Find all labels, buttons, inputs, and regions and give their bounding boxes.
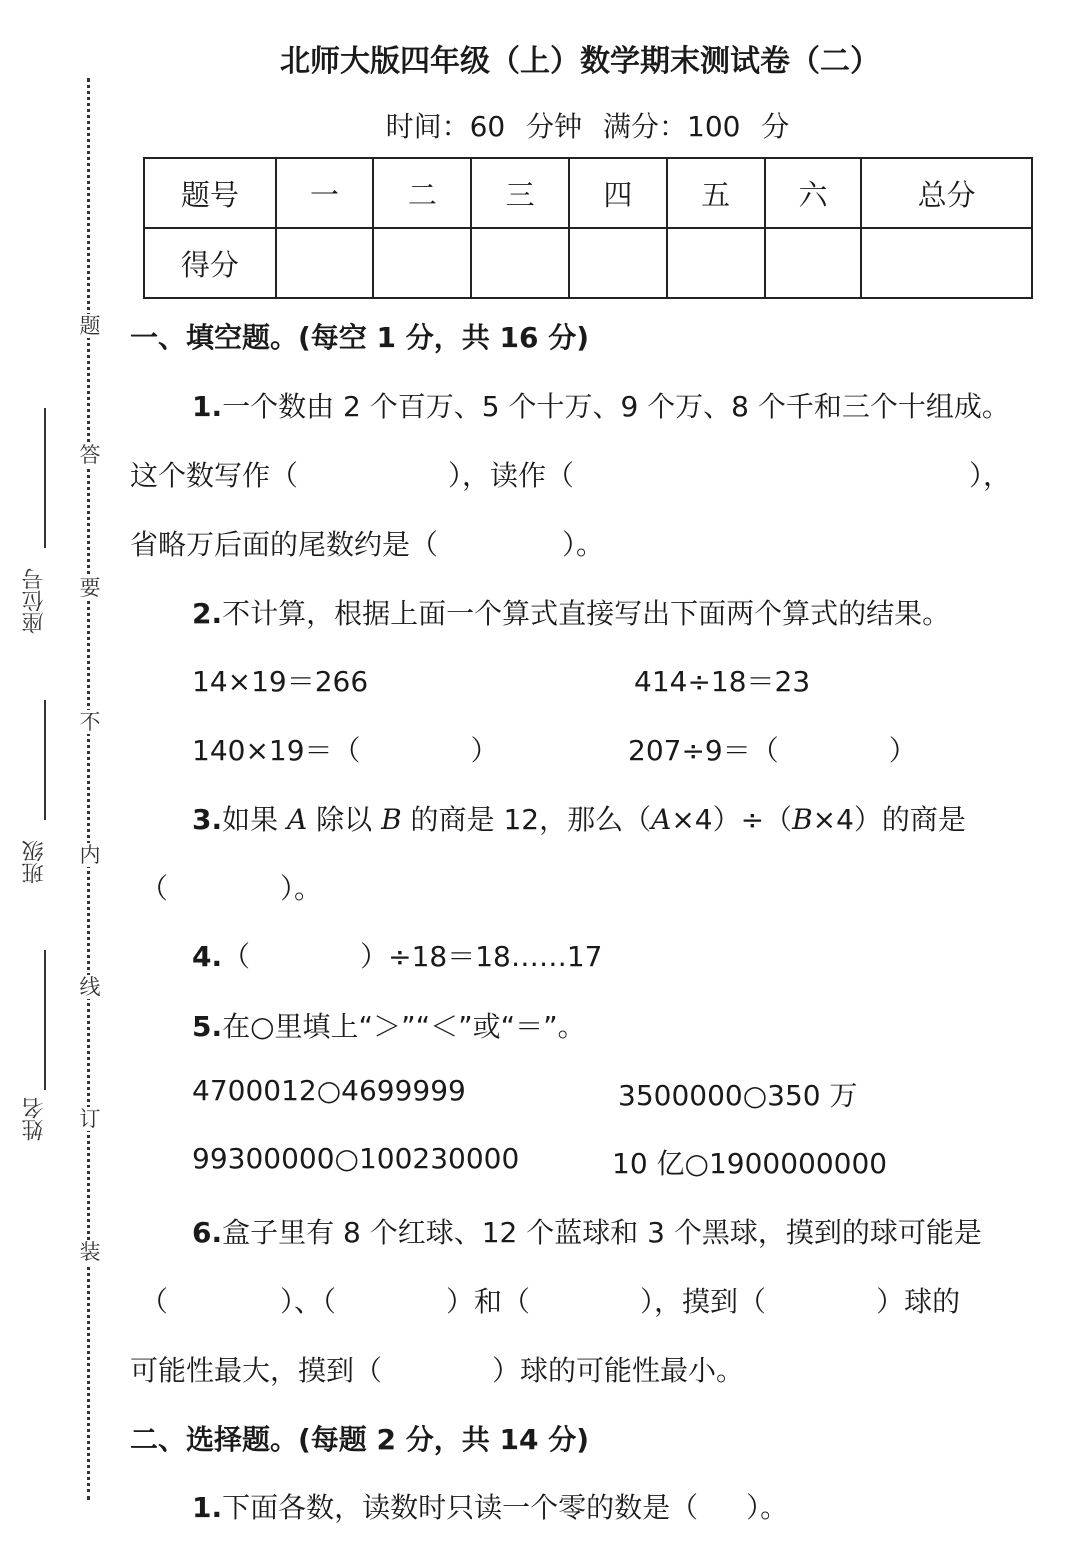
question-text: ）， <box>969 459 1012 492</box>
score-input-cell[interactable] <box>861 228 1032 298</box>
question-text: 不计算，根据上面一个算式直接写出下面两个算式的结果。 <box>222 597 951 630</box>
comparison-item: 3500000○350 万 <box>618 1079 858 1112</box>
question-text: ）、（ <box>280 1285 337 1318</box>
question-text: 下面各数，读数时只读一个零的数是（ <box>222 1491 699 1524</box>
question-1-3 <box>192 798 966 838</box>
question-text: ），读作（ <box>448 459 575 492</box>
question-2-1 <box>192 1486 788 1526</box>
question-1-3-line2 <box>140 867 322 907</box>
comparison-item: 10 亿○1900000000 <box>612 1147 888 1180</box>
seal-char: 答 <box>79 443 101 467</box>
score-input-cell[interactable] <box>276 228 374 298</box>
seal-char: 装 <box>79 1240 101 1264</box>
question-text: ） <box>470 734 499 767</box>
question-text: 140×19＝（ <box>192 734 361 767</box>
score-input-cell[interactable] <box>569 228 667 298</box>
question-1-1-line3 <box>130 523 604 563</box>
score-row-label: 得分 <box>144 228 276 298</box>
seal-char: 不 <box>79 710 101 734</box>
comparison-item: 4700012○4699999 <box>192 1074 466 1107</box>
score-input-cell[interactable] <box>765 228 862 298</box>
score-table-header-cell: 二 <box>373 158 471 228</box>
score-table-header-cell: 三 <box>471 158 569 228</box>
seal-char: 订 <box>79 1107 101 1131</box>
score-input-cell[interactable] <box>471 228 569 298</box>
question-text: 这个数写作（ <box>130 459 299 492</box>
score-table-header-cell: 四 <box>569 158 667 228</box>
question-text: （ <box>140 1285 169 1318</box>
question-text: 省略万后面的尾数约是（ <box>130 528 439 561</box>
equation-with-blank <box>192 729 499 769</box>
name-label: 姓名 <box>22 1097 47 1141</box>
question-1-1-line2 <box>130 454 1011 494</box>
question-text: 207÷9＝（ <box>628 734 779 767</box>
score-table-header-cell: 一 <box>276 158 374 228</box>
question-number: 2. <box>192 597 223 630</box>
question-text: ）÷18＝18……17 <box>360 940 603 973</box>
equation-with-blank <box>628 729 917 769</box>
question-number: 6. <box>192 1216 223 1249</box>
question-number: 1. <box>192 390 223 423</box>
question-text: ）。 <box>746 1491 789 1524</box>
name-line <box>44 950 46 1090</box>
equation: 14×19＝266 <box>192 665 369 698</box>
score-table-header-cell: 总分 <box>861 158 1032 228</box>
seal-char: 要 <box>79 576 101 600</box>
score-table-header-cell: 题号 <box>144 158 276 228</box>
seal-char: 内 <box>79 843 101 867</box>
question-text: 一个数由 2 个百万、5 个十万、9 个万、8 个千和三个十组成。 <box>222 390 1010 423</box>
question-text: 在○里填上“＞”“＜”或“＝”。 <box>222 1010 586 1043</box>
score-table <box>143 157 1033 299</box>
question-text: 除以 <box>307 803 382 836</box>
exam-time-and-score: 时间：60 分钟 满分：100 分 <box>385 110 790 143</box>
seal-char: 题 <box>79 314 101 338</box>
variable: A <box>651 803 672 836</box>
question-text: 可能性最大，摸到（ <box>130 1354 383 1387</box>
question-1-4 <box>192 935 603 975</box>
section-1-heading: 一、填空题。(每空 1 分，共 16 分) <box>130 321 590 354</box>
question-1-6-line3 <box>130 1349 744 1389</box>
question-text: ×4）÷（ <box>671 803 793 836</box>
question-text: 的商是 12，那么（ <box>401 803 652 836</box>
variable: B <box>792 803 813 836</box>
question-text: ）和（ <box>446 1285 531 1318</box>
class-line <box>44 700 46 820</box>
seal-char: 线 <box>79 975 101 999</box>
question-number: 1. <box>192 1491 223 1524</box>
question-text: （ <box>140 872 169 905</box>
question-text: ×4）的商是 <box>812 803 966 836</box>
question-text: ）。 <box>562 528 605 561</box>
variable: A <box>287 803 308 836</box>
score-table-header-cell: 六 <box>765 158 862 228</box>
question-number: 3. <box>192 803 223 836</box>
binding-dotted-line <box>87 78 90 1500</box>
question-text: ）球的 <box>876 1285 961 1318</box>
question-1-2 <box>192 592 950 632</box>
seat-number-line <box>44 408 46 548</box>
question-text: 如果 <box>222 803 288 836</box>
class-label: 班级 <box>22 840 47 884</box>
question-text: ）球的可能性最小。 <box>492 1354 745 1387</box>
question-1-6-line2 <box>140 1280 960 1320</box>
question-1-6 <box>192 1211 982 1251</box>
score-input-cell[interactable] <box>373 228 471 298</box>
question-text: ）。 <box>280 872 323 905</box>
question-text: （ <box>222 940 251 973</box>
question-text: ） <box>888 734 917 767</box>
exam-title: 北师大版四年级（上）数学期末测试卷（二） <box>280 44 880 79</box>
comparison-item: 99300000○100230000 <box>192 1142 520 1175</box>
question-text: ），摸到（ <box>640 1285 767 1318</box>
score-input-cell[interactable] <box>667 228 765 298</box>
question-text: 盒子里有 8 个红球、12 个蓝球和 3 个黑球，摸到的球可能是 <box>222 1216 982 1249</box>
section-2-heading: 二、选择题。(每题 2 分，共 14 分) <box>130 1423 590 1456</box>
score-table-header-cell: 五 <box>667 158 765 228</box>
question-1-5 <box>192 1005 586 1045</box>
question-number: 4. <box>192 940 223 973</box>
variable: B <box>381 803 402 836</box>
question-1-1 <box>192 385 1010 425</box>
equation: 414÷18＝23 <box>634 665 811 698</box>
question-number: 5. <box>192 1010 223 1043</box>
seat-number-label: 座位号 <box>22 568 47 634</box>
